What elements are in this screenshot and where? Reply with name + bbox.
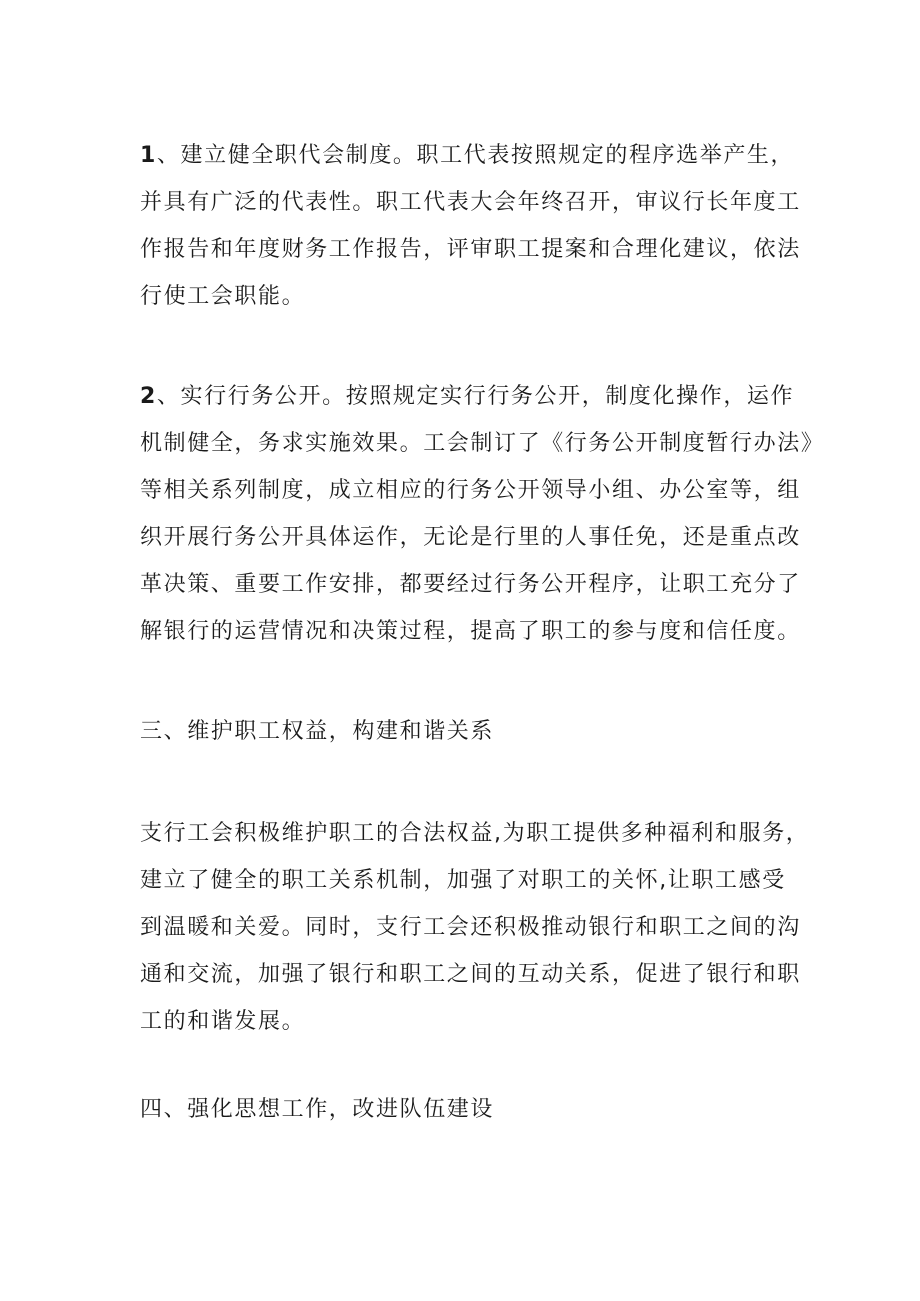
item-number: 1: [140, 143, 157, 168]
paragraph-line: 作报告和年度财务工作报告，评审职工提案和合理化建议，依法: [140, 237, 801, 262]
paragraph-line: 机制健全，务求实施效果。工会制订了《行务公开制度暂行办法》: [140, 431, 825, 456]
paragraph-line: 行使工会职能。: [140, 284, 306, 309]
paragraph-line: 等相关系列制度，成立相应的行务公开领导小组、办公室等，组: [140, 478, 801, 503]
paragraph-1: [140, 132, 801, 320]
paragraph-line: 通和交流，加强了银行和职工之间的互动关系，促进了银行和职: [140, 962, 801, 987]
section-heading-4: [140, 1086, 790, 1133]
paragraph-line: 解银行的运营情况和决策过程，提高了职工的参与度和信任度。: [140, 619, 801, 644]
section-heading-3: [140, 708, 790, 755]
paragraph-line: 2、实行行务公开。按照规定实行行务公开，制度化操作，运作: [140, 384, 795, 409]
paragraph-line: 织开展行务公开具体运作，无论是行里的人事任免，还是重点改: [140, 525, 801, 550]
paragraph-line: 工的和谐发展。: [140, 1009, 306, 1034]
paragraph-line: 并具有广泛的代表性。职工代表大会年终召开，审议行长年度工: [140, 190, 801, 215]
section-heading: 四、强化思想工作，改进队伍建设: [140, 1097, 495, 1122]
paragraph-2: [140, 373, 825, 655]
paragraph-3: [140, 810, 810, 1045]
section-heading: 三、维护职工权益，构建和谐关系: [140, 719, 495, 744]
paragraph-line: 1、建立健全职代会制度。职工代表按照规定的程序选举产生，: [140, 143, 795, 168]
paragraph-line: 支行工会积极维护职工的合法权益,为职工提供多种福利和服务，: [140, 821, 810, 846]
paragraph-line: 建立了健全的职工关系机制，加强了对职工的关怀,让职工感受: [140, 868, 786, 893]
paragraph-line: 到温暖和关爱。同时，支行工会还积极推动银行和职工之间的沟: [140, 915, 801, 940]
item-number: 2: [140, 384, 157, 409]
paragraph-line: 革决策、重要工作安排，都要经过行务公开程序，让职工充分了: [140, 572, 801, 597]
